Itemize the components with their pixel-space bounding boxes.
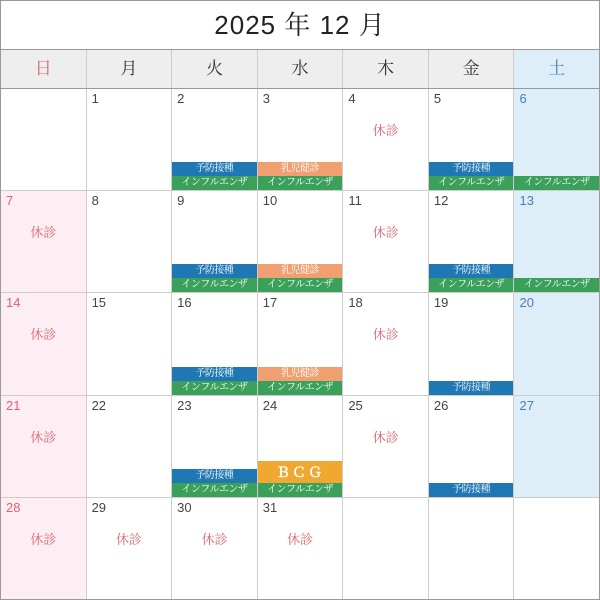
- calendar-week-row: [1, 293, 599, 395]
- day-cell-8[interactable]: [87, 191, 173, 292]
- day-cell-30[interactable]: [172, 498, 258, 599]
- event-list: [172, 367, 257, 395]
- day-number: 16: [177, 295, 192, 311]
- event-flu[interactable]: インフルエンザ: [429, 278, 514, 292]
- event-flu[interactable]: インフルエンザ: [258, 483, 343, 497]
- closed-label: 休診: [115, 531, 142, 547]
- calendar-week-row: [1, 191, 599, 293]
- day-number: 17: [262, 295, 278, 311]
- weekday-header-0: 日: [1, 50, 87, 88]
- event-list: [258, 264, 343, 292]
- day-number: 21: [6, 397, 21, 413]
- day-number: 10: [262, 193, 278, 209]
- event-list: [429, 483, 514, 497]
- day-number: 12: [433, 193, 449, 209]
- event-vaccine[interactable]: 予防接種: [172, 469, 257, 483]
- day-cell-7[interactable]: [1, 191, 87, 292]
- day-number: 26: [433, 397, 449, 413]
- day-number: 7: [6, 193, 14, 209]
- weekday-header-3: 水: [258, 50, 344, 88]
- weekday-header-4: 木: [343, 50, 429, 88]
- event-vaccine[interactable]: 予防接種: [172, 162, 257, 176]
- event-list: [258, 367, 343, 395]
- day-number: 24: [262, 397, 278, 413]
- event-flu[interactable]: インフルエンザ: [514, 278, 599, 292]
- day-cell-25[interactable]: [343, 396, 429, 497]
- day-number: 30: [177, 499, 192, 515]
- closed-label: 休診: [30, 429, 57, 445]
- day-number: 22: [91, 397, 107, 413]
- day-number: 20: [519, 295, 534, 311]
- day-number: 27: [519, 397, 534, 413]
- day-cell-4[interactable]: [343, 89, 429, 190]
- day-cell-13[interactable]: [514, 191, 599, 292]
- event-flu[interactable]: インフルエンザ: [258, 278, 343, 292]
- calendar-grid: [1, 89, 599, 599]
- day-cell-10[interactable]: [258, 191, 344, 292]
- event-flu[interactable]: インフルエンザ: [258, 176, 343, 190]
- event-list: [172, 264, 257, 292]
- day-number: 14: [6, 295, 21, 311]
- day-number: 15: [91, 295, 107, 311]
- day-cell-26[interactable]: [429, 396, 515, 497]
- day-cell-empty: [429, 498, 515, 599]
- event-list: [172, 162, 257, 190]
- event-vaccine[interactable]: 予防接種: [429, 162, 514, 176]
- day-number: 6: [519, 91, 527, 106]
- day-cell-11[interactable]: [343, 191, 429, 292]
- event-vaccine[interactable]: 予防接種: [429, 483, 514, 497]
- closed-label: 休診: [30, 327, 57, 343]
- day-number: 11: [348, 193, 362, 209]
- day-cell-empty: [514, 498, 599, 599]
- calendar-week-row: [1, 498, 599, 599]
- event-flu[interactable]: インフルエンザ: [172, 483, 257, 497]
- event-vaccine[interactable]: 予防接種: [429, 264, 514, 278]
- day-cell-empty: [1, 89, 87, 190]
- closed-label: 休診: [30, 225, 57, 241]
- event-vaccine[interactable]: 予防接種: [172, 264, 257, 278]
- day-number: 8: [91, 193, 99, 209]
- day-number: 5: [433, 91, 442, 106]
- day-cell-31[interactable]: [258, 498, 344, 599]
- weekday-header-1: 月: [87, 50, 173, 88]
- day-number: 1: [91, 91, 99, 106]
- event-list: [429, 381, 514, 395]
- closed-label: 休診: [287, 531, 314, 547]
- day-number: 19: [433, 295, 449, 311]
- day-number: [1, 89, 86, 108]
- day-cell-22[interactable]: [87, 396, 173, 497]
- day-cell-19[interactable]: [429, 293, 515, 394]
- day-cell-empty: [343, 498, 429, 599]
- event-checkup[interactable]: 乳児健診: [258, 367, 343, 381]
- day-number: 9: [177, 193, 185, 209]
- day-number: [343, 498, 428, 517]
- weekday-header-2: 火: [172, 50, 258, 88]
- event-vaccine[interactable]: 予防接種: [429, 381, 514, 395]
- day-cell-5[interactable]: [429, 89, 515, 190]
- event-flu[interactable]: インフルエンザ: [172, 278, 257, 292]
- weekday-header-row: [1, 50, 599, 89]
- closed-label: 休診: [372, 225, 399, 241]
- calendar-week-row: [1, 89, 599, 191]
- calendar-title: 2025 年 12 月: [1, 1, 599, 50]
- event-bcg[interactable]: ＢＣＧ: [258, 461, 343, 483]
- day-number: 23: [177, 397, 192, 413]
- day-cell-20[interactable]: [514, 293, 599, 394]
- event-list: [172, 469, 257, 497]
- day-cell-9[interactable]: [172, 191, 258, 292]
- event-list: [514, 278, 599, 292]
- day-number: [514, 498, 599, 517]
- day-cell-27[interactable]: [514, 396, 599, 497]
- day-cell-2[interactable]: [172, 89, 258, 190]
- day-cell-18[interactable]: [343, 293, 429, 394]
- day-number: 18: [348, 295, 363, 311]
- closed-label: 休診: [372, 429, 399, 445]
- day-number: 2: [177, 91, 185, 106]
- day-cell-29[interactable]: [87, 498, 173, 599]
- event-flu[interactable]: インフルエンザ: [429, 176, 514, 190]
- day-number: 4: [348, 91, 356, 106]
- closed-label: 休診: [201, 531, 228, 547]
- weekday-header-5: 金: [429, 50, 515, 88]
- event-vaccine[interactable]: 予防接種: [172, 367, 257, 381]
- event-flu[interactable]: インフルエンザ: [514, 176, 599, 190]
- closed-label: 休診: [372, 327, 399, 343]
- day-cell-21[interactable]: [1, 396, 87, 497]
- day-cell-14[interactable]: [1, 293, 87, 394]
- day-number: 25: [348, 397, 363, 413]
- day-cell-12[interactable]: [429, 191, 515, 292]
- day-cell-16[interactable]: [172, 293, 258, 394]
- event-checkup[interactable]: 乳児健診: [258, 264, 343, 278]
- day-cell-28[interactable]: [1, 498, 87, 599]
- day-number: 3: [262, 91, 270, 106]
- day-cell-17[interactable]: [258, 293, 344, 394]
- day-cell-3[interactable]: [258, 89, 344, 190]
- day-number: 29: [91, 499, 107, 515]
- event-list: [258, 162, 343, 190]
- closed-label: 休診: [30, 531, 57, 547]
- day-cell-1[interactable]: [87, 89, 173, 190]
- day-number: 28: [6, 499, 21, 515]
- event-flu[interactable]: インフルエンザ: [258, 381, 343, 395]
- day-number: 13: [519, 193, 534, 209]
- day-cell-23[interactable]: [172, 396, 258, 497]
- day-number: [429, 498, 514, 517]
- event-flu[interactable]: インフルエンザ: [172, 176, 257, 190]
- event-list: [429, 264, 514, 292]
- weekday-header-6: 土: [514, 50, 599, 88]
- calendar-week-row: [1, 396, 599, 498]
- event-list: [429, 162, 514, 190]
- day-cell-24[interactable]: [258, 396, 344, 497]
- event-list: [514, 176, 599, 190]
- day-number: 31: [262, 499, 278, 515]
- closed-label: 休診: [372, 123, 399, 138]
- event-list: [258, 461, 343, 497]
- day-cell-15[interactable]: [87, 293, 173, 394]
- day-cell-6[interactable]: [514, 89, 599, 190]
- event-flu[interactable]: インフルエンザ: [172, 381, 257, 395]
- event-checkup[interactable]: 乳児健診: [258, 162, 343, 176]
